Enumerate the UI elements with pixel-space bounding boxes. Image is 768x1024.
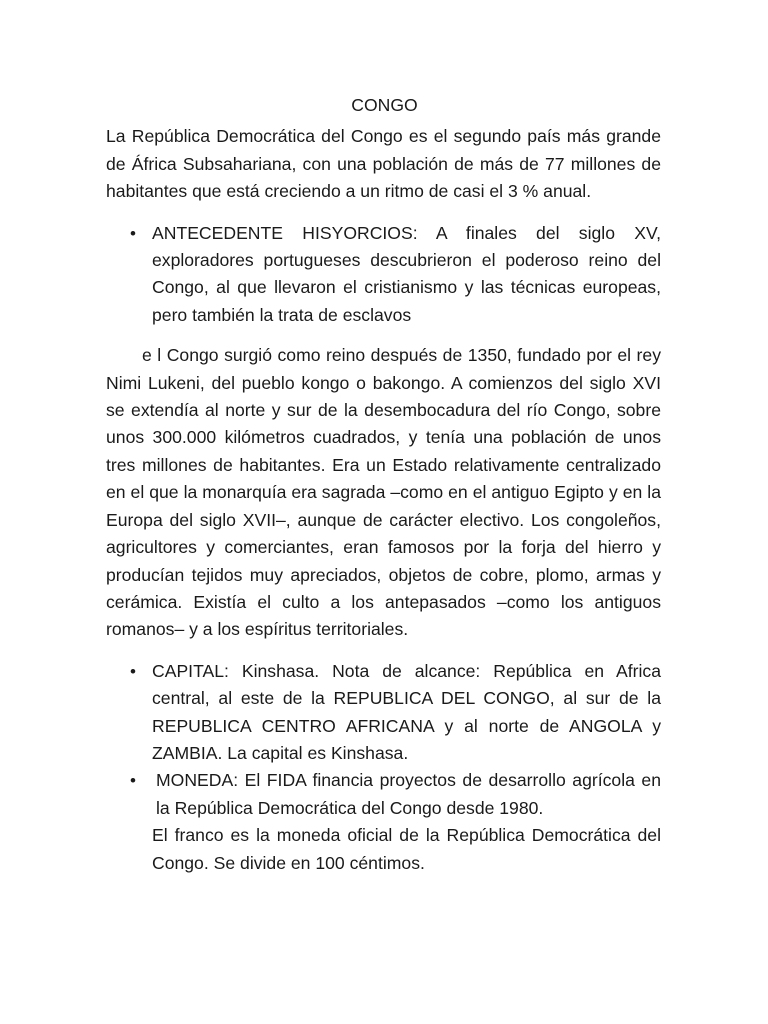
moneda-text-continued: El franco es la moneda oficial de la República Democrática del Congo. Se divide en 100 céntimos. <box>152 825 661 873</box>
facts-bullet-list <box>106 658 661 877</box>
moneda-text: MONEDA: El FIDA financia proyectos de desarrollo agrícola en la República Democrática del Congo desde 1980. <box>156 770 661 818</box>
bullet-icon: • <box>130 771 136 791</box>
bullet-icon: • <box>130 661 136 681</box>
list-item-moneda <box>106 767 661 877</box>
intro-paragraph: La República Democrática del Congo es el segundo país más grande de África Subsahariana, con una población de más de 77 millones de habitantes que está creciendo a un ritmo de casi el 3 % anual. <box>106 126 661 202</box>
history-paragraph: e l Congo surgió como reino después de 1350, fundado por el rey Nimi Lukeni, del pueblo kongo o bakongo. A comienzos del siglo XVI se extendía al norte y sur de la desembocadura del río Congo, sobre unos 300.000 kilómetros cuadrados, y tenía una población de unos tres millones de habitantes. Era un Estado relativamente centralizado en el que la monarquía era sagrada –como en el antiguo Egipto y en la Europa del siglo XVII–, aunque de carácter electivo. Los congoleños, agricultores y comerciantes, eran famosos por la forja del hierro y producían tejidos muy apreciados, objetos de cobre, plomo, armas y cerámica. Existía el culto a los antepasados –como los antiguos romanos– y a los espíritus territoriales. <box>106 345 661 640</box>
list-item-capital <box>106 658 661 768</box>
list-item-antecedentes <box>106 220 661 330</box>
history-bullet-list <box>106 220 661 330</box>
bullet-icon: • <box>130 223 136 243</box>
document-title: CONGO <box>351 95 418 115</box>
document-page <box>106 92 661 877</box>
antecedentes-text: ANTECEDENTE HISYORCIOS: A finales del siglo XV, exploradores portugueses descubrieron el poderoso reino del Congo, al que llevaron el cristianismo y las técnicas europeas, pero también la trata de esclavos <box>152 222 661 325</box>
capital-text: CAPITAL: Kinshasa. Nota de alcance: República en Africa central, al este de la REPUBLICA DEL CONGO, al sur de la REPUBLICA CENTRO AFRICANA y al norte de ANGOLA y ZAMBIA. La capital es Kinshasa. <box>152 660 661 763</box>
